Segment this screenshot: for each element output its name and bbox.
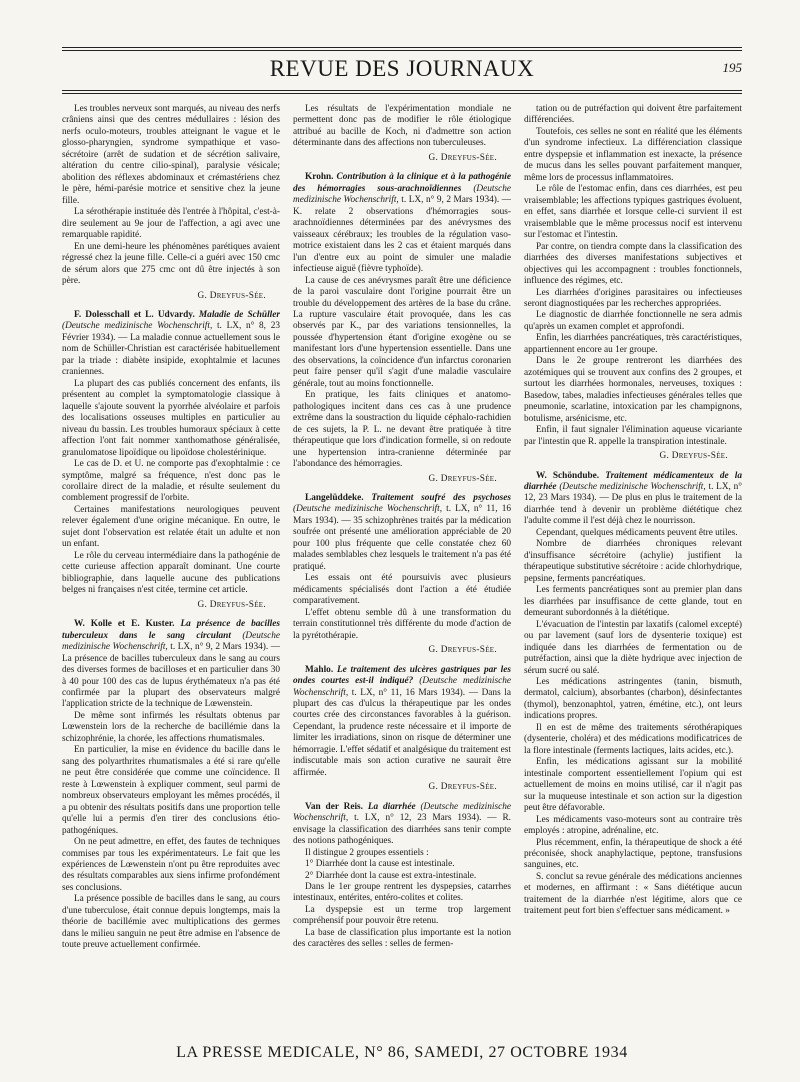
- paragraph: Par contre, on tiendra compte dans la classification des diarrhées des diverses manifestations subjectives et objectives qui les accompagnent : troubles fonctionnels, influence des régimes, etc.: [524, 241, 742, 287]
- paragraph: Cependant, quelques médicaments peuvent être utiles.: [536, 527, 738, 538]
- paragraph: Le rôle de l'estomac enfin, dans ces diarrhées, est peu vraisemblable; les affections typiques gastriques évoluent, en effet, sans diarrhée et lorsque celle-ci survient il est vraisemblable que le même processus nocif est intervenu sur l'estomac et l'intestin.: [524, 184, 742, 241]
- article-lead: — Dans la plupart des cas d'ulcus la thérapeutique par les ondes courtes crée des circonstances favorables à la guérison. Cependant, la prudence reste nécessaire et il importe de limiter les irradiations, sinon on risque de déterminer une hémorragie. L'effet sédatif et analgésique du traitement est indiscutable mais son action curative ne saurait être affirmée.: [293, 687, 511, 778]
- article-author: W. Kolle et E. Kuster.: [74, 619, 175, 630]
- article-lead: — La maladie connue actuellement sous le nom de Schüller-Christian est caractérisée habituellement par la triade : diabète insipide, exophtalmie et lacunes craniennes.: [62, 332, 280, 378]
- article: [293, 665, 511, 794]
- article-heading: [62, 619, 280, 711]
- paragraph: Les ferments pancréatiques sont au premier plan dans les diarrhées par insuffisance de cette glande, tout en demeurant subordonnés à la diététique.: [524, 585, 742, 619]
- article-lead: — De plus en plus le traitement de la diarrhée tend à devenir un problème diététique chez l'adulte comme il l'est déjà chez le nourrisson.: [524, 493, 742, 527]
- article-signature: G. Dreyfus-Sée.: [428, 645, 497, 656]
- article-source: (Deutsche medizinische Wochenschrift,: [293, 676, 511, 698]
- article-source: (Deutsche medizinische Wochenschrift,: [62, 321, 213, 332]
- paragraph: L'effet obtenu semble dû à une transformation du terrain constitutionnel très différente du mode d'action de la pyrétothérapie.: [293, 607, 511, 641]
- paragraph: En particulier, la mise en évidence du bacille dans le sang des polyarthrites rhumatismales a été si rare qu'elle ne peut être considérée que comme une coïncidence. Il reste à Lœwenstein à expliquer comment, seul parmi de nombreux observateurs employant les mêmes procédés, il a pu obtenir des résultats positifs dans une proportion telle qu'elle lui a permis d'en tirer des conclusions étio-pathogéniques.: [62, 745, 280, 836]
- article-citation: t. LX, n° 11, 16 Mars 1934).: [293, 504, 511, 526]
- paragraph: Dans le 1er groupe rentrent les dyspepsies, catarrhes intestinaux, entérites, entéro-colites et colites.: [293, 882, 511, 904]
- article-signature: G. Dreyfus-Sée.: [428, 473, 497, 484]
- article: [62, 310, 280, 611]
- paragraph: Dans le 2e groupe rentreront les diarrhées des azotémiques qui se trouvent aux confins des 2 groupes, et surtout les diarrhées hormonales, nerveuses, toxiques : Basedow, tabes, maladies infectieuses générales telles que pneumonie, scarlatine, intoxication par les champignons, botulisme, arsénicisme, etc.: [524, 356, 742, 424]
- article-signature: G. Dreyfus-Sée.: [428, 152, 497, 163]
- paragraph: Enfin, il faut signaler l'élimination aqueuse vicariante par l'intestin que R. appelle la transpiration intestinale.: [524, 425, 742, 447]
- page-number: 195: [722, 60, 742, 75]
- article: [293, 802, 511, 951]
- article-lead: — 35 schizophrènes traités par la médication soufrée ont présenté une amélioration appréciable de 20 pour 100 plus fréquente que celle constatée chez 60 malades semblables chez lesquels le traitement n'a pas été pratiqué.: [293, 515, 511, 572]
- article-title: La diarrhée: [367, 801, 416, 812]
- paragraph: Enfin, les médications agissant sur la mobilité intestinale comportent essentiellement l'opium qui est actuellement de moins en moins utilisé, car il n'agit pas sur la muqueuse intestinale et son action sur la digestion peut être défavorable.: [524, 757, 742, 814]
- paragraph: 1° Diarrhée dont la cause est intestinale.: [305, 859, 455, 870]
- article-citation: t. LX, n° 11, 16 Mars 1934).: [351, 687, 466, 698]
- paragraph: Toutefois, ces selles ne sont en réalité que les éléments d'un syndrome infectieux. La différenciation classique entre dyspepsie et inflammation est inexacte, la présence de mucus dans les selles pouvant parfaitement manquer, même lors de processus inflammatoires.: [524, 126, 742, 183]
- paragraph: Nombre de diarrhées chroniques relevant d'insuffisance sécrétoire (achylie) justifient la thérapeutique substitutive sécrétoire : acide chlorhydrique, pepsine, ferments pancréatiques.: [524, 539, 742, 584]
- paragraph: Il en est de même des traitements sérothérapiques (dysenterie, choléra) et des médications modificatrices de la flore intestinale (ferments lactiques, laits acides, etc.).: [524, 722, 742, 756]
- article-citation: t. LX, n° 12, 23 Mars 1934).: [354, 813, 482, 824]
- column-3: [524, 104, 742, 1032]
- paragraph: Les diarrhées d'origines parasitaires ou infectieuses seront diagnostiquées par les recherches appropriées.: [524, 287, 742, 309]
- paragraph: Le rôle du cerveau intermédiaire dans la pathogénie de cette curieuse affection apparaît dominant. Une courte bibliographie, dans laquelle aucune des publications belges ni françaises n'est citée, termine cet article.: [62, 550, 280, 596]
- paragraph: La base de classification plus importante est la notion des caractères des selles : selles de fermen-: [293, 927, 511, 950]
- article-title: Maladie de Schüller: [198, 309, 280, 320]
- article-citation: t. LX, n° 9, 2 Mars 1934).: [401, 195, 500, 206]
- article-author: F. Dolesschall et L. Udvardy.: [74, 309, 195, 320]
- paragraph: Les médications astringentes (tanin, bismuth, dermatol, calcium), absorbantes (charbon), désinfectantes (thymol), benzonaphtol, yatren, émétine, etc.), ont leurs indications propres.: [524, 676, 742, 722]
- paragraph: La dyspepsie est un terme trop largement compréhensif pour pouvoir être retenu.: [293, 904, 511, 927]
- article-signature: G. Dreyfus-Sée.: [659, 451, 728, 462]
- paragraph: 2° Diarrhée dont la cause est extra-intestinale.: [305, 870, 477, 881]
- article-lead: — K. relate 2 observations d'hémorragies sous-arachnoïdiennes déterminées par des anévrysmes des vaisseaux cérébraux; les troubles de la régulation vaso-motrice existaient dans les 2 cas et étaient marqués dans l'un d'entre eux au point de simuler une maladie infectieuse aiguë (fièvre typhoïde).: [293, 195, 511, 275]
- article: [293, 493, 511, 657]
- paragraph: En une demi-heure les phénomènes parétiques avaient régressé chez la jeune fille. Celle-ci a guéri avec 150 cmc de sérum alors que 275 cmc ont dû être injectés à son père.: [62, 241, 280, 287]
- article: [62, 104, 280, 302]
- header-bottom-rule: [62, 90, 742, 91]
- article: [293, 104, 511, 164]
- article-author: Langelüddeke.: [305, 493, 364, 503]
- paragraph: Enfin, les diarrhées pancréatiques, très caractéristiques, appartiennent encore au 1er groupe.: [524, 333, 742, 355]
- paragraph: Le diagnostic de diarrhée fonctionnelle ne sera admis qu'après un examen complet et approfondi.: [524, 310, 742, 332]
- paragraph: L'évacuation de l'intestin par laxatifs (calomel excepté) ou par lavement (sauf lors de dysenterie toxique) est indiquée dans les diarrhées de fermentation ou de putréfaction, ainsi que la diète hydrique avec injection de sérum sucré ou salé.: [524, 619, 742, 676]
- article: [524, 471, 742, 918]
- paragraph: La sérothérapie instituée dès l'entrée à l'hôpital, c'est-à-dire seulement au 9e jour de l'affection, a agi avec une remarquable rapidité.: [62, 207, 280, 241]
- article-source: (Deutsche medizinische Wochenschrift,: [559, 482, 706, 492]
- article-title: Contribution à la clinique et à la pathogénie des hémorragies sous-arachnoïdiennes: [293, 172, 511, 194]
- paragraph: Plus récemment, enfin, la thérapeutique de shock a été préconisée, shock anaphylactique, peptone, transfusions sanguines, etc.: [524, 837, 742, 871]
- article-lead: — La présence de bacilles tuberculeux dans le sang au cours des diverses formes de bacilloses et en particulier dans 30 à 40 pour 100 des cas de lupus érythémateux n'a pas été confirmée par la plupart des observateurs malgré l'application stricte de la technique de Lœwenstein.: [62, 642, 280, 710]
- article-citation: t. LX, n° 8, 23 Février 1934).: [62, 321, 280, 343]
- paragraph: Les troubles nerveux sont marqués, au niveau des nerfs crâniens ainsi que des centres médullaires : lésion des nerfs oculo-moteurs, troubles atteignant le vague et le glosso-pharyngien, syndrome sympathique et vaso-sécrétoire (arrêt de sudation et de sécrétion salivaire, altération du centre cilio-spinal), paralysie vésicale; abolition des réflexes abdominaux et crémastériens chez le père, hémi-parésie motrice et sensitive chez la jeune fille.: [62, 104, 280, 206]
- article-title: La présence de bacilles tuberculeux dans le sang circulant: [62, 619, 280, 641]
- article-signature: G. Dreyfus-Sée.: [197, 599, 266, 610]
- article: [293, 172, 511, 485]
- article-signature: G. Dreyfus-Sée.: [428, 782, 497, 793]
- paragraph: tation ou de putréfaction qui doivent être parfaitement différenciées.: [524, 104, 742, 126]
- article-author: Krohn.: [305, 172, 334, 183]
- article-heading: [293, 665, 511, 780]
- article: [524, 104, 742, 463]
- article-heading: [62, 310, 280, 379]
- page-footer: LA PRESSE MEDICALE, N° 86, SAMEDI, 27 OCTOBRE 1934: [176, 1044, 628, 1061]
- article-author: Van der Reis.: [305, 801, 363, 812]
- page-header: [62, 54, 742, 88]
- paragraph: En pratique, les faits cliniques et anatomo-pathologiques incitent dans ces cas à une prudence extrême dans la soustraction du liquide céphalo-rachidien de ces sujets, la P. L. ne devant être pratiquée à titre thérapeutique que lors d'indication formelle, si on redoute une hypertension intra-cranienne déterminée par l'abondance des hémorragies.: [293, 390, 511, 470]
- article-heading: [293, 802, 511, 848]
- article-title: Le traitement des ulcères gastriques par les ondes courtes est-il indiqué?: [293, 664, 511, 687]
- column-1: [62, 104, 280, 1032]
- article-heading: [293, 172, 511, 275]
- article-source: (Deutsche medizinische Wochenschrift,: [62, 630, 280, 653]
- paragraph: Il distingue 2 groupes essentiels :: [305, 847, 429, 858]
- article-lead: — R. envisage la classification des diarrhées sans tenir compte des notions pathogéniques.: [293, 813, 511, 847]
- article-author: Mahlo.: [305, 664, 334, 675]
- header-top-rule-inner: [62, 50, 742, 51]
- article-source: (Deutsche medizinische Wochenschrift,: [293, 801, 511, 824]
- article-source: (Deutsche medizinische Wochenschrift,: [293, 504, 443, 515]
- article-columns: [62, 104, 742, 1032]
- paragraph: La cause de ces anévrysmes paraît être une déficience de la paroi vasculaire dont l'origine pourrait être un trouble du développement des artères de la base du crâne. La rupture vasculaire était provoquée, dans les cas observés par K., par des variations tensionnelles, la poussée d'hypertension étant d'origine exogène ou se manifestant lors d'une hypertension essentielle. Dans une des observations, la coïncidence d'un infarctus coronarien peut faire penser qu'il s'agit d'une maladie vasculaire générale, tout au moins fonctionnelle.: [293, 275, 511, 389]
- paragraph: S. conclut sa revue générale des médications anciennes et modernes, en affirmant : « Sans diététique aucun traitement de la diarrhée n'est légitime, alors que ce traitement peut fort bien s'effectuer sans médicament. »: [524, 871, 742, 917]
- article-citation: t. LX, n° 9, 2 Mars 1934).: [170, 642, 269, 653]
- paragraph: Les médicaments vaso-moteurs sont au contraire très employés : atropine, adrénaline, etc.: [524, 814, 742, 837]
- paragraph: Les résultats de l'expérimentation mondiale ne permettent donc pas de modifier le rôle étiologique attribué au bacille de Koch, ni d'admettre son action déterminante dans des affections non tuberculeuses.: [293, 104, 511, 149]
- paragraph: Le cas de D. et U. ne comporte pas d'exophtalmie : ce symptôme, malgré sa fréquence, n'est donc pas le corollaire direct de la maladie, et résulte seulement du comblement progressif de l'orbite.: [62, 459, 280, 504]
- column-2: [293, 104, 511, 1032]
- article-title: Traitement médicamenteux de la diarrhée: [524, 470, 742, 492]
- paragraph: Les essais ont été poursuivis avec plusieurs médicaments spécialisés dont l'action a été étudiée comparativement.: [293, 573, 511, 607]
- paragraph: On ne peut admettre, en effet, des fautes de techniques commises par tous les expérimentateurs. Le fait que les expériences de Lœwenstein n'ont pu être reproduites avec des résultats comparables aux siens infirme profondément ses conclusions.: [62, 837, 280, 893]
- paragraph: La présence possible de bacilles dans le sang, au cours d'une tuberculose, était connue depuis longtemps, mais la théorie de bacillémie avec multiplications des germes dans le milieu sanguin ne peut être admise en l'absence de toute preuve actuellement confirmée.: [62, 894, 280, 951]
- article-citation: t. LX, n° 12, 23 Mars 1934).: [524, 482, 742, 504]
- article-heading: [293, 493, 511, 573]
- article-source: (Deutsche medizinische Wochenschrift,: [293, 183, 511, 206]
- article-title: Traitement soufré des psychoses: [371, 493, 511, 503]
- article-heading: [524, 471, 742, 528]
- article: [62, 619, 280, 952]
- paragraph: Certaines manifestations neurologiques peuvent relever également d'une origine mécanique. En outre, le sujet dont l'observation est relatée était un adulte et non un enfant.: [62, 504, 280, 550]
- header-top-rule: [62, 47, 742, 48]
- paragraph: De même sont infirmés les résultats obtenus par Lœwenstein lors de la recherche de bacillémie dans la schizophrénie, la chorée, les affections rhumatismales.: [62, 710, 280, 744]
- header-bottom-rule-inner: [62, 93, 742, 94]
- journal-title: REVUE DES JOURNAUX: [269, 56, 535, 81]
- paragraph: La plupart des cas publiés concernent des enfants, ils présentent au complet la symptomatologie classique à laquelle s'ajoute souvent la pyorrhée alvéolaire et parfois des localisations osseuses multiples en particulier au niveau du bassin. Les troubles humoraux spéciaux à cette affection l'ont fait nommer xanthomathose généralisée, granulomatose lipoïdique ou lipoïdose cholestérinique.: [62, 378, 280, 458]
- article-author: W. Schöndube.: [536, 470, 600, 481]
- article-signature: G. Dreyfus-Sée.: [197, 290, 266, 301]
